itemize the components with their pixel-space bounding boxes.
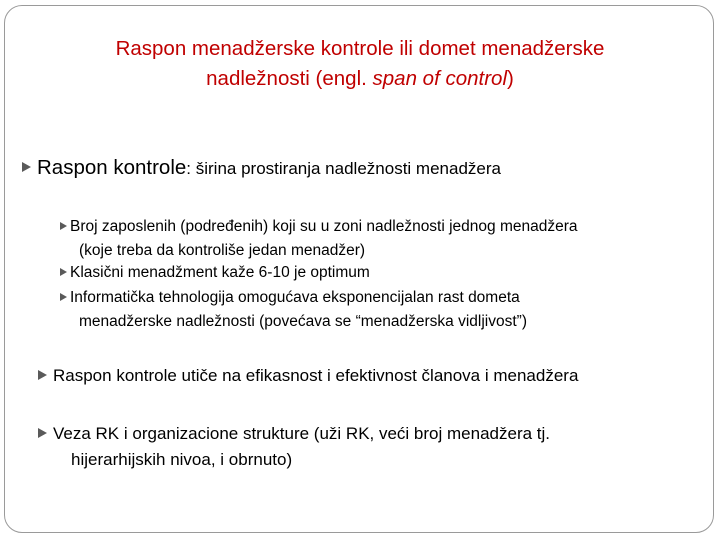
sub-bullet-line-1: Klasični menadžment kaže 6-10 je optimum	[70, 264, 370, 281]
sub-bullet-informaticka-tehnologija	[60, 286, 527, 334]
bullet-line-1: Raspon kontrole utiče na efikasnost i efektivnost članova i menadžera	[53, 366, 579, 385]
bullet-term: Raspon kontrole	[37, 156, 187, 179]
bullet-veza-rk	[38, 421, 550, 473]
sub-bullet-arrow-icon	[60, 222, 67, 230]
sub-bullet-arrow-icon	[60, 268, 67, 276]
sub-bullet-line-2: menadžerske nadležnosti (povećava se “menadžerska vidljivost”)	[79, 313, 527, 330]
sub-bullet-arrow-icon	[60, 293, 67, 301]
title-italic-term: span of control	[372, 67, 508, 90]
sub-bullet-line-2: (koje treba da kontroliše jedan menadžer)	[79, 242, 366, 259]
slide-title	[20, 34, 700, 94]
bullet-raspon-kontrole	[22, 156, 501, 180]
bullet-arrow-icon	[22, 162, 31, 172]
bullet-raspon-utice	[38, 363, 578, 389]
title-line-2-start: nadležnosti (engl.	[206, 67, 373, 90]
bullet-arrow-icon	[38, 370, 47, 380]
title-line-2-end: )	[507, 67, 514, 90]
sub-bullet-broj-zaposlenih	[60, 215, 578, 263]
bullet-arrow-icon	[38, 428, 47, 438]
bullet-line-1: Veza RK i organizacione strukture (uži RK, veći broj menadžera tj.	[53, 424, 551, 443]
sub-bullet-klasicni-menadzment	[60, 261, 370, 285]
sub-bullet-line-1: Informatička tehnologija omogućava eksponencijalan rast dometa	[70, 289, 520, 306]
title-line-2	[20, 64, 700, 94]
bullet-definition: : širina prostiranja nadležnosti menadžera	[186, 159, 501, 178]
bullet-line-2: hijerarhijskih nivoa, i obrnuto)	[71, 450, 293, 469]
title-line-1: Raspon menadžerske kontrole ili domet menadžerske	[115, 37, 605, 60]
sub-bullet-line-1: Broj zaposlenih (podređenih) koji su u zoni nadležnosti jednog menadžera	[70, 218, 578, 235]
